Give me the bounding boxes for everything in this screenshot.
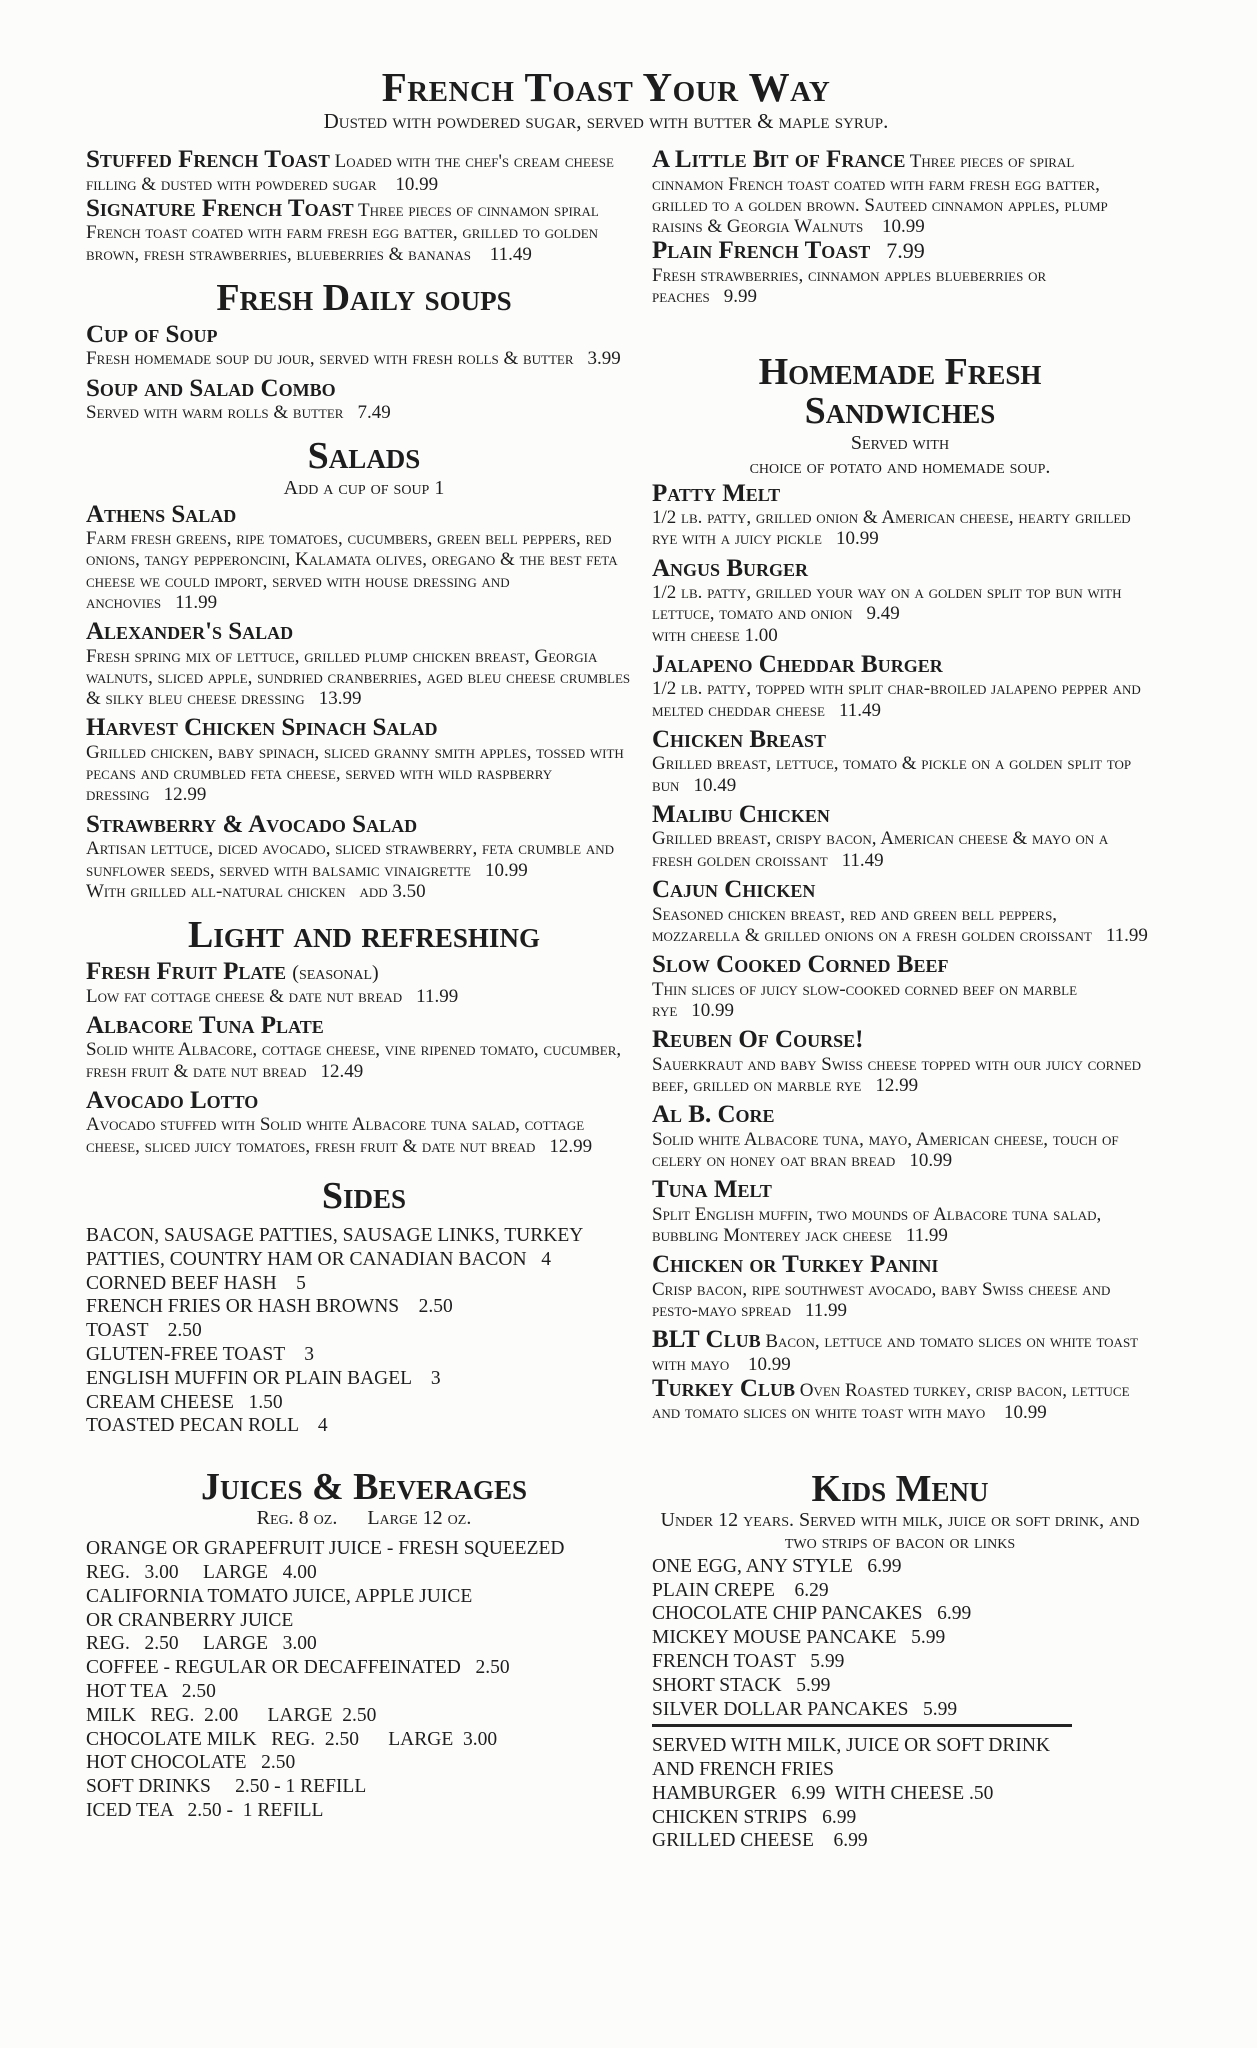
menu-line: CHOCOLATE MILK REG. 2.50 LARGE 3.00 <box>86 1728 498 1750</box>
left-column <box>86 146 642 1823</box>
item-name: Chicken or Turkey Panini <box>652 1251 939 1279</box>
right-column <box>652 146 1148 1853</box>
item-price: 12.49 <box>320 1060 364 1082</box>
menu-line: REG. 3.00 LARGE 4.00 <box>86 1562 317 1584</box>
item-name: Soup and Salad Combo <box>86 374 336 402</box>
item-description: Seasoned chicken breast, red and green bell peppers, mozzarella & grilled onions on a fresh golden croissant <box>652 903 1092 946</box>
item-name: Slow Cooked Corned Beef <box>652 951 949 979</box>
item-name: Alexander's Salad <box>86 618 294 646</box>
item-price: 11.99 <box>804 1299 847 1321</box>
item-price: 9.99 <box>723 286 758 308</box>
item-price: 10.99 <box>747 1353 791 1375</box>
menu-header <box>90 66 1122 133</box>
menu-item <box>86 375 642 424</box>
menu-line: SILVER DOLLAR PANCAKES 5.99 <box>652 1698 958 1720</box>
menu-line: AND FRENCH FRIES <box>652 1759 835 1781</box>
section-heading-kids: Kids Menu <box>811 1467 989 1510</box>
item-price: 10.99 <box>484 859 528 881</box>
menu-line: FRENCH FRIES OR HASH BROWNS 2.50 <box>86 1296 453 1318</box>
menu-line: REG. 2.50 LARGE 3.00 <box>86 1633 317 1655</box>
menu-item <box>652 651 1148 721</box>
menu-line: HAMBURGER 6.99 WITH CHEESE .50 <box>652 1782 994 1804</box>
item-name: Angus Burger <box>652 554 808 582</box>
menu-line: CORNED BEEF HASH 5 <box>86 1272 306 1294</box>
item-name: Tuna Melt <box>652 1176 772 1204</box>
section-note: choice of potato and homemade soup. <box>749 455 1051 478</box>
item-price: 13.99 <box>318 688 362 710</box>
item-description: Grilled breast, crispy bacon, American cheese & mayo on a fresh golden croissant <box>652 828 1109 871</box>
item-price: 10.49 <box>693 774 737 796</box>
menu-item <box>652 1026 1148 1096</box>
item-description: Solid white Albacore tuna, mayo, American cheese, touch of celery on honey oat bran bread <box>652 1128 1119 1171</box>
section-note: Under 12 years. Served with milk, juice or soft drink, and two strips of bacon or links <box>660 1508 1145 1553</box>
item-name: Avocado Lotto <box>86 1086 259 1114</box>
menu-item <box>86 1012 642 1082</box>
item-name: Signature French Toast <box>86 194 354 222</box>
section-note: Served with <box>850 431 950 454</box>
menu-line: ONE EGG, ANY STYLE 6.99 <box>652 1555 902 1577</box>
menu-item <box>652 1326 1148 1375</box>
item-price: 11.49 <box>841 849 884 871</box>
menu-item <box>86 195 642 265</box>
item-description: Oven Roasted turkey, crisp bacon, lettuce and tomato slices on white toast with mayo <box>652 1379 1130 1424</box>
item-price: 10.99 <box>909 1149 953 1171</box>
item-description: Solid white Albacore, cottage cheese, vine ripened tomato, cucumber, fresh fruit & date nut bread <box>86 1039 622 1082</box>
menu-line: CHOCOLATE CHIP PANCAKES 6.99 <box>652 1603 972 1625</box>
item-price: 11.99 <box>175 591 218 613</box>
item-name: Albacore Tuna Plate <box>86 1011 324 1039</box>
item-price: 11.99 <box>905 1224 948 1246</box>
item-description: Three pieces of spiral cinnamon French toast coated with farm fresh egg batter, grilled to a golden brown. Sauteed cinnamon apples, plump raisins & Georgia Walnuts <box>652 151 1108 238</box>
item-price: 11.99 <box>416 985 459 1007</box>
item-description: Grilled chicken, baby spinach, sliced granny smith apples, tossed with pecans and crumbled feta cheese, served with wild raspberry dressing <box>86 741 624 806</box>
menu-item <box>652 1101 1148 1171</box>
menu-item <box>86 501 642 614</box>
menu-line: ENGLISH MUFFIN OR PLAIN BAGEL 3 <box>86 1367 441 1389</box>
item-price: 7.49 <box>357 402 391 424</box>
item-price: 12.99 <box>163 784 207 806</box>
menu-line: PLAIN CREPE 6.29 <box>652 1579 829 1601</box>
item-description: Crisp bacon, ripe southwest avocado, baby Swiss cheese and pesto-mayo spread <box>652 1278 1111 1321</box>
menu-item <box>652 480 1148 550</box>
item-name: BLT Club <box>652 1326 761 1354</box>
menu-item <box>86 714 642 805</box>
menu-line: SHORT STACK 5.99 <box>652 1674 831 1696</box>
item-description: Bacon, lettuce and tomato slices on white toast with mayo <box>652 1331 1139 1375</box>
menu-item <box>652 876 1148 946</box>
section-note: Reg. 8 oz. Large 12 oz. <box>256 1507 472 1530</box>
menu-line: TOASTED PECAN ROLL 4 <box>86 1415 328 1437</box>
item-description: Split English muffin, two mounds of Albacore tuna salad, bubbling Monterey jack cheese <box>652 1203 1102 1246</box>
item-name: Al B. Core <box>652 1101 775 1129</box>
menu-item <box>652 146 1148 237</box>
menu-line: COFFEE - REGULAR OR DECAFFEINATED 2.50 <box>86 1657 510 1679</box>
page-subtitle: Dusted with powdered sugar, served with butter & maple syrup. <box>323 109 889 134</box>
item-name: Jalapeno Cheddar Burger <box>652 650 943 678</box>
item-name: A Little Bit of France <box>652 146 906 173</box>
item-option: with cheese 1.00 <box>652 624 778 646</box>
page-title: French Toast Your Way <box>381 64 831 110</box>
item-description: Sauerkraut and baby Swiss cheese topped with our juicy corned beef, grilled on marble rye <box>652 1053 1142 1096</box>
menu-item <box>86 618 642 709</box>
heading-line: Sandwiches <box>804 390 996 433</box>
divider-rule <box>652 1724 1072 1727</box>
menu-item <box>652 801 1148 871</box>
item-price: 12.99 <box>875 1074 919 1096</box>
menu-line: HOT TEA 2.50 <box>86 1680 216 1702</box>
item-description: Grilled breast, lettuce, tomato & pickle on a golden split top bun <box>652 753 1132 796</box>
menu-item <box>86 958 642 1007</box>
menu-line: CALIFORNIA TOMATO JUICE, APPLE JUICE <box>86 1585 473 1607</box>
menu-item <box>652 237 1148 307</box>
section-heading-light: Light and refreshing <box>188 914 540 957</box>
kids-list-lunch <box>652 1734 1148 1853</box>
item-price: 10.99 <box>691 999 735 1021</box>
menu-line: FRENCH TOAST 5.99 <box>652 1650 845 1672</box>
menu-item <box>652 1375 1148 1424</box>
item-description: Low fat cottage cheese & date nut bread <box>86 985 403 1007</box>
item-description: Served with warm rolls & butter <box>86 402 344 424</box>
section-heading-sides: Sides <box>321 1174 407 1217</box>
section-heading-beverages: Juices & Beverages <box>200 1466 528 1509</box>
section-note: Add a cup of soup 1 <box>283 476 445 499</box>
item-description: 1/2 lb. patty, grilled your way on a golden split top bun with lettuce, tomato and onion <box>652 582 1122 625</box>
menu-line: SOFT DRINKS 2.50 - 1 REFILL <box>86 1776 367 1798</box>
item-description: Artisan lettuce, diced avocado, sliced strawberry, feta crumble and sunflower seeds, served with balsamic vinaigrette <box>86 838 614 881</box>
menu-line: BACON, SAUSAGE PATTIES, SAUSAGE LINKS, TURKEY PATTIES, COUNTRY HAM OR CANADIAN BACON 4 <box>86 1225 588 1270</box>
menu-line: ORANGE OR GRAPEFRUIT JUICE - FRESH SQUEEZED <box>86 1538 565 1560</box>
menu-item <box>652 1176 1148 1246</box>
item-description: Three pieces of cinnamon spiral French toast coated with farm fresh egg batter, grilled to golden brown, fresh strawberries, blueberries & bananas <box>86 199 599 265</box>
item-name: Cup of Soup <box>86 320 218 348</box>
menu-item <box>86 1087 642 1157</box>
menu-item <box>86 321 642 370</box>
item-option: With grilled all-natural chicken <box>86 880 346 902</box>
item-name: Plain French Toast <box>652 237 871 265</box>
item-price: 12.99 <box>549 1135 593 1157</box>
item-description: Fresh strawberries, cinnamon apples blueberries or peaches <box>652 264 1047 308</box>
menu-item <box>652 1251 1148 1321</box>
menu-item <box>652 555 1148 646</box>
menu-line: MILK REG. 2.00 LARGE 2.50 <box>86 1704 377 1726</box>
menu-item <box>86 146 642 195</box>
menu-line: CHICKEN STRIPS 6.99 <box>652 1806 857 1828</box>
menu-line: MICKEY MOUSE PANCAKE 5.99 <box>652 1627 946 1649</box>
kids-list <box>652 1555 1148 1721</box>
item-description: Fresh spring mix of lettuce, grilled plump chicken breast, Georgia walnuts, sliced apple, sundried cranberries, aged bleu cheese crumbles & silky bleu cheese dressing <box>86 645 631 710</box>
item-description: 1/2 lb. patty, grilled onion & American cheese, hearty grilled rye with a juicy pickle <box>652 507 1131 550</box>
section-heading-salads: Salads <box>307 435 421 478</box>
item-name: Fresh Fruit Plate <box>86 958 287 986</box>
item-description: Farm fresh greens, ripe tomatoes, cucumbers, green bell peppers, red onions, tangy pepperoncini, Kalamata olives, oregano & the best feta cheese we could import, served with house dressing and anchovies <box>86 528 618 613</box>
heading-line: Homemade Fresh <box>758 351 1042 394</box>
item-description: Thin slices of juicy slow-cooked corned beef on marble rye <box>652 978 1078 1021</box>
item-price: 11.49 <box>489 243 532 265</box>
beverages-list <box>86 1537 642 1822</box>
menu-line: GRILLED CHEESE 6.99 <box>652 1830 868 1852</box>
sides-list <box>86 1224 642 1438</box>
item-name: Malibu Chicken <box>652 800 830 828</box>
section-heading-soups: Fresh Daily soups <box>216 276 512 319</box>
item-price: 3.99 <box>587 348 621 370</box>
item-name: Stuffed French Toast <box>86 146 330 173</box>
menu-item <box>86 811 642 902</box>
menu-line: GLUTEN-FREE TOAST 3 <box>86 1344 315 1366</box>
item-name: Reuben Of Course! <box>652 1026 864 1054</box>
menu-line: TOAST 2.50 <box>86 1320 202 1342</box>
item-price: 9.49 <box>866 603 900 625</box>
menu-item <box>652 726 1148 796</box>
item-name: Strawberry & Avocado Salad <box>86 810 418 838</box>
item-name: Chicken Breast <box>652 725 827 753</box>
menu-line: SERVED WITH MILK, JUICE OR SOFT DRINK <box>652 1735 1051 1757</box>
menu-line: CREAM CHEESE 1.50 <box>86 1391 283 1413</box>
item-price: 10.99 <box>835 528 879 550</box>
item-name-suffix: (seasonal) <box>292 962 379 985</box>
item-description: Fresh homemade soup du jour, served with fresh rolls & butter <box>86 348 574 370</box>
menu-line: HOT CHOCOLATE 2.50 <box>86 1752 296 1774</box>
menu-item <box>652 951 1148 1021</box>
item-description: Loaded with the chef's cream cheese filling & dusted with powdered sugar <box>86 151 614 195</box>
item-price: 11.49 <box>838 699 882 721</box>
item-option-price: add 3.50 <box>359 880 426 902</box>
item-price: 11.99 <box>1105 924 1148 946</box>
item-name: Patty Melt <box>652 479 781 507</box>
section-heading-sandwiches <box>652 353 1148 431</box>
item-name: Harvest Chicken Spinach Salad <box>86 714 438 742</box>
item-price: 10.99 <box>395 173 439 195</box>
item-price: 10.99 <box>882 216 925 238</box>
item-description: Avocado stuffed with Solid white Albacore tuna salad, cottage cheese, sliced juicy tomatoes, fresh fruit & date nut bread <box>86 1114 585 1157</box>
item-name: Athens Salad <box>86 500 237 528</box>
menu-line: OR CRANBERRY JUICE <box>86 1609 294 1631</box>
menu-line: ICED TEA 2.50 - 1 REFILL <box>86 1799 324 1821</box>
item-price: 7.99 <box>886 238 925 264</box>
item-name: Cajun Chicken <box>652 876 816 903</box>
item-description: 1/2 lb. patty, topped with split char-broiled jalapeno pepper and melted cheddar cheese <box>652 678 1141 721</box>
item-name: Turkey Club <box>652 1374 795 1402</box>
item-price: 10.99 <box>1003 1402 1047 1424</box>
